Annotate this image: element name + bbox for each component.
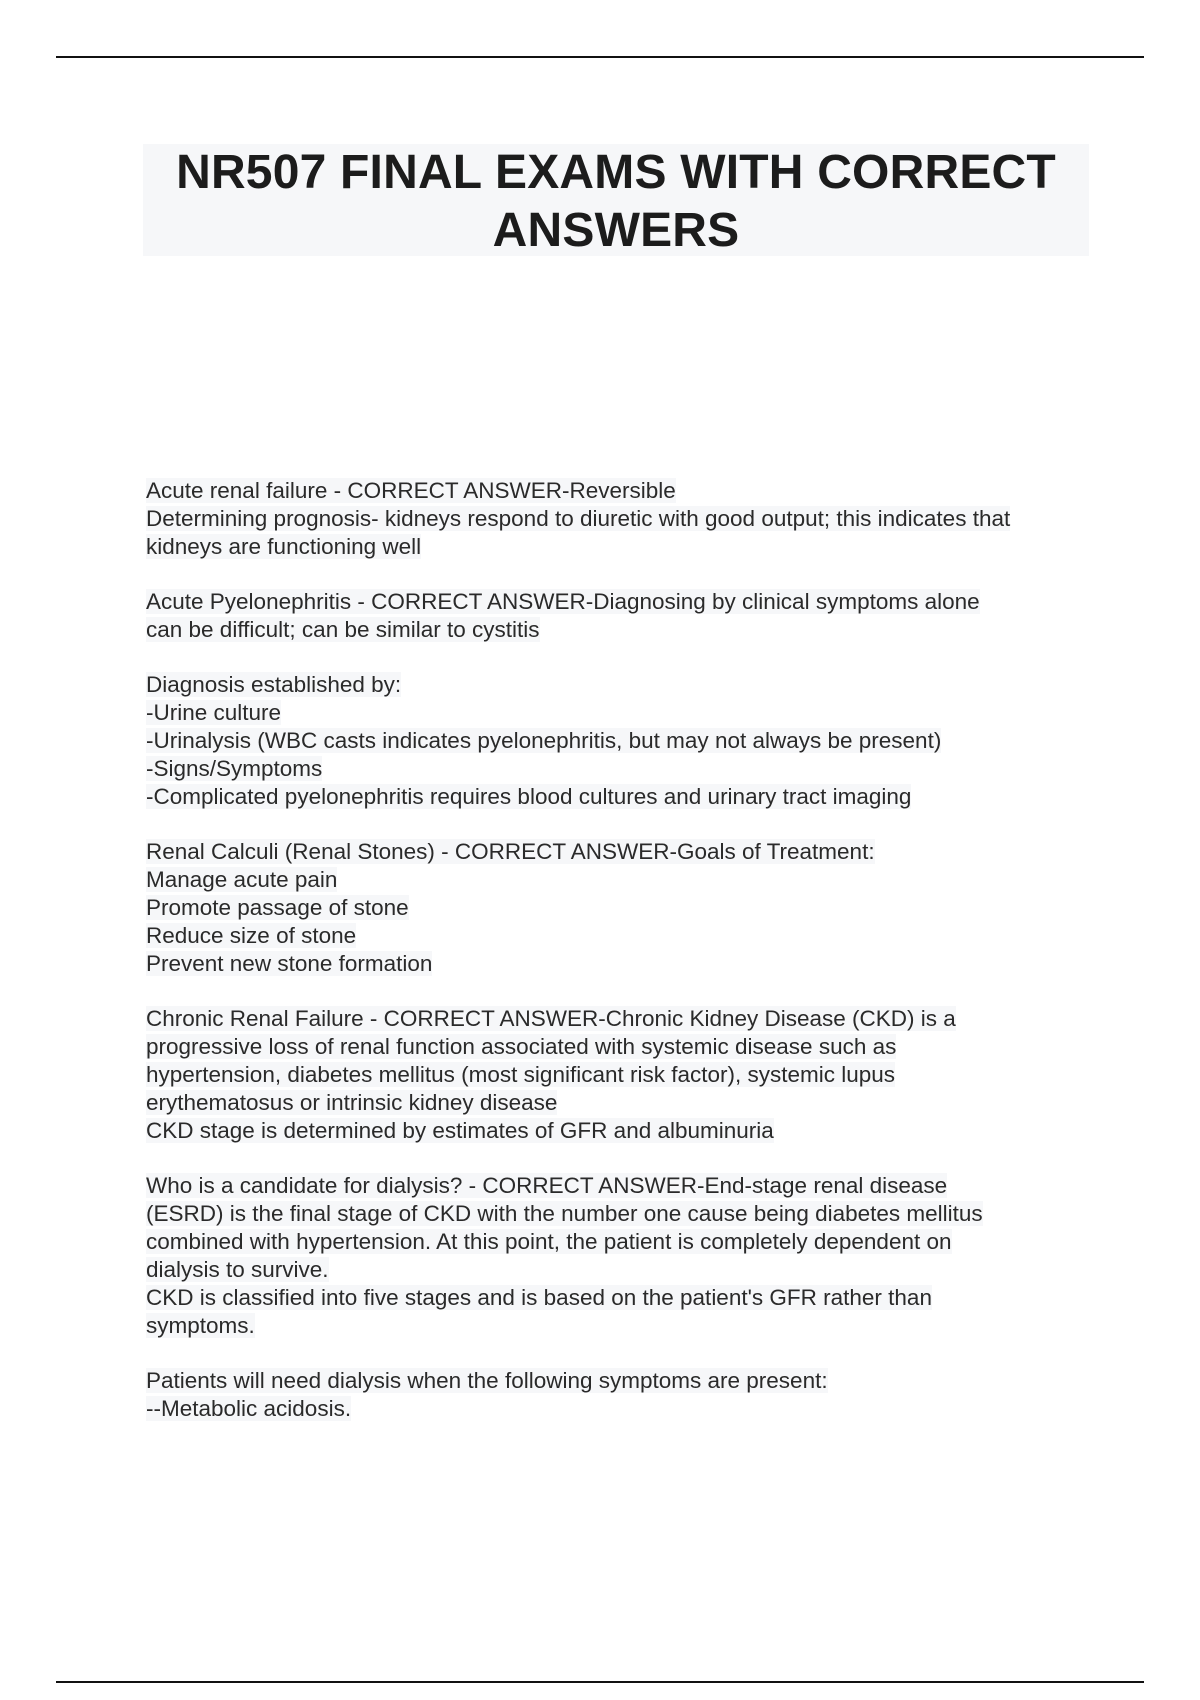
qa-entry (146, 838, 1086, 978)
entry-line: dialysis to survive. (146, 1257, 329, 1282)
entry-line: erythematosus or intrinsic kidney disease (146, 1090, 558, 1115)
entry-line: hypertension, diabetes mellitus (most significant risk factor), systemic lupus (146, 1062, 896, 1087)
entry-line: can be difficult; can be similar to cystitis (146, 617, 540, 642)
qa-entry (146, 1367, 1086, 1423)
entry-line: -Signs/Symptoms (146, 756, 323, 781)
entry-line: Reduce size of stone (146, 923, 357, 948)
entry-line: Diagnosis established by: (146, 672, 402, 697)
document-title (143, 144, 1089, 260)
qa-entry (146, 477, 1086, 561)
document-title-line-1: NR507 FINAL EXAMS WITH CORRECT (176, 146, 1056, 199)
document-body (146, 477, 1086, 1423)
entry-line: -Urine culture (146, 700, 282, 725)
entry-line: Acute renal failure - CORRECT ANSWER-Reversible (146, 478, 676, 503)
entry-line: Promote passage of stone (146, 895, 409, 920)
entry-line: CKD is classified into five stages and is based on the patient's GFR rather than (146, 1285, 932, 1310)
title-box (143, 144, 1089, 256)
entry-line: progressive loss of renal function associated with systemic disease such as (146, 1034, 897, 1059)
entry-line: symptoms. (146, 1313, 255, 1338)
entry-line: Manage acute pain (146, 867, 338, 892)
footer-rule (56, 1681, 1144, 1683)
qa-entry (146, 1005, 1086, 1145)
entry-line: Patients will need dialysis when the following symptoms are present: (146, 1368, 828, 1393)
qa-entry (146, 1172, 1086, 1340)
entry-line: Chronic Renal Failure - CORRECT ANSWER-Chronic Kidney Disease (CKD) is a (146, 1006, 956, 1031)
entry-line: Determining prognosis- kidneys respond to diuretic with good output; this indicates that (146, 506, 1011, 531)
entry-line: --Metabolic acidosis. (146, 1396, 352, 1421)
entry-line: -Complicated pyelonephritis requires blood cultures and urinary tract imaging (146, 784, 912, 809)
header-rule (56, 56, 1144, 58)
entry-line: combined with hypertension. At this point, the patient is completely dependent on (146, 1229, 952, 1254)
entry-line: CKD stage is determined by estimates of GFR and albuminuria (146, 1118, 774, 1143)
entry-line: Who is a candidate for dialysis? - CORRECT ANSWER-End-stage renal disease (146, 1173, 948, 1198)
entry-line: -Urinalysis (WBC casts indicates pyelonephritis, but may not always be present) (146, 728, 942, 753)
entry-line: (ESRD) is the final stage of CKD with the number one cause being diabetes mellitus (146, 1201, 983, 1226)
entry-line: Renal Calculi (Renal Stones) - CORRECT ANSWER-Goals of Treatment: (146, 839, 875, 864)
entry-line: Prevent new stone formation (146, 951, 433, 976)
qa-entry (146, 588, 1086, 644)
document-title-line-2: ANSWERS (492, 204, 740, 257)
entry-line: kidneys are functioning well (146, 534, 422, 559)
entry-line: Acute Pyelonephritis - CORRECT ANSWER-Diagnosing by clinical symptoms alone (146, 589, 980, 614)
qa-entry (146, 671, 1086, 811)
